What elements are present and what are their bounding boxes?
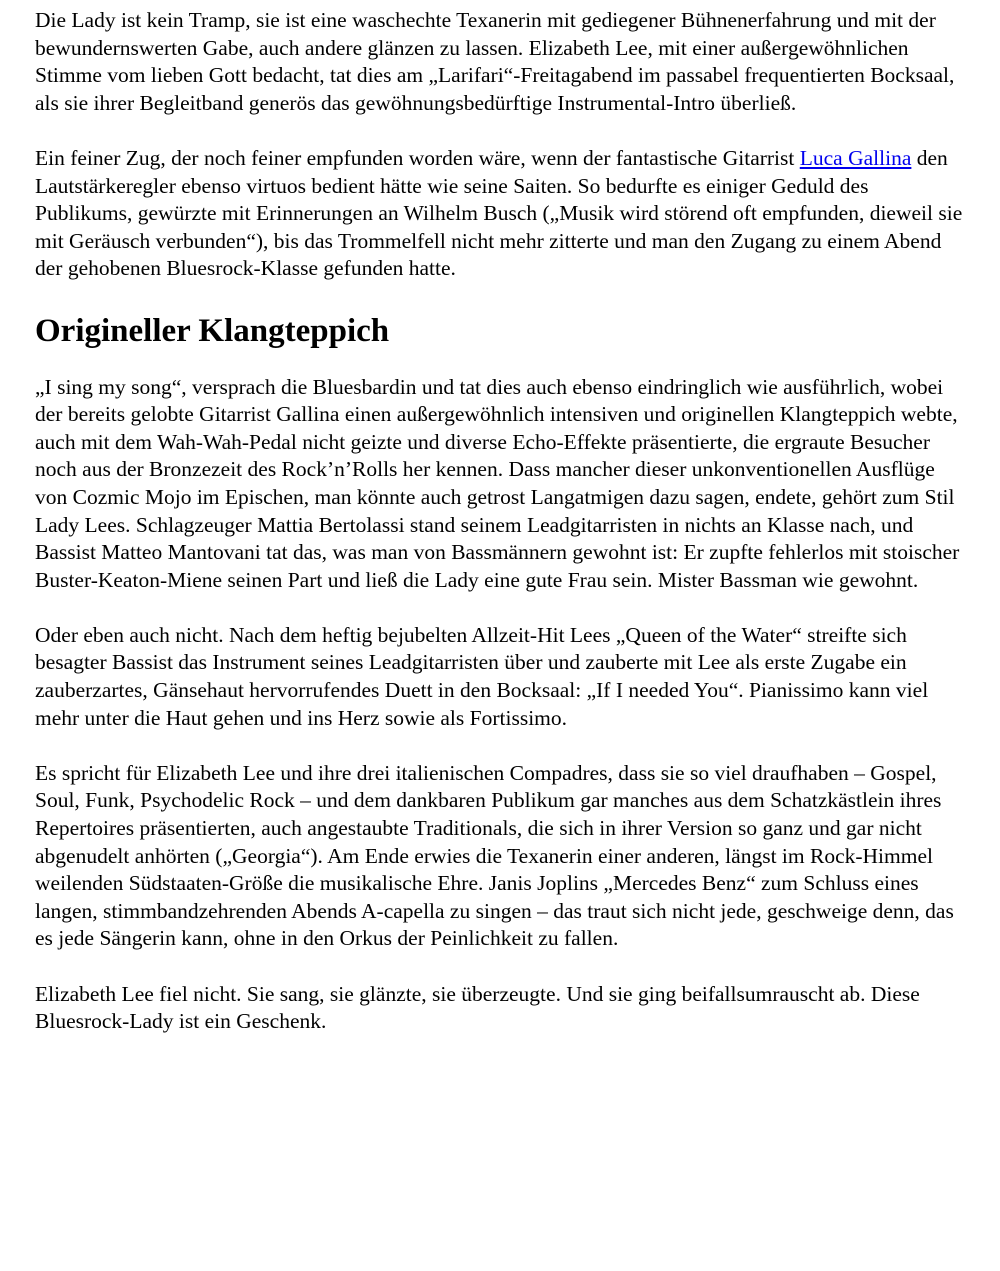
paragraph-guitarist — [35, 145, 970, 283]
paragraph-guitarist-text-after: den Lautstärkeregler ebenso virtuos bedient hätte wie seine Saiten. So bedurfte es einiger Geduld des Publikums, gewürzte mit Erinnerungen an Wilhelm Busch („Musik wird störend oft empfunden, dieweil sie mit Geräusch verbunden“), bis das Trommelfell nicht mehr zitterte und man den Zugang zu einem Abend der gehobenen Bluesrock-Klasse gefunden hatte. — [35, 145, 963, 281]
luca-gallina-link[interactable]: Luca Gallina — [799, 145, 912, 170]
paragraph-repertoire: Es spricht für Elizabeth Lee und ihre drei italienischen Compadres, dass sie so viel draufhaben – Gospel, Soul, Funk, Psychodelic Rock – und dem dankbaren Publikum gar manches aus dem Schatzkästlein ihres Repertoires präsentierten, auch angestaubte Traditionals, die sich in ihrer Version so ganz und gar nicht abgenudelt anhörten („Georgia“). Am Ende erwies die Texanerin einer anderen, längst im Rock-Himmel weilenden Südstaaten-Größe die musikalische Ehre. Janis Joplins „Mercedes Benz“ zum Schluss eines langen, stimmbandzehrenden Abends A-capella zu singen – das traut sich nicht jede, geschweige denn, das es jede Sängerin kann, ohne in den Orkus der Peinlichkeit zu fallen. — [35, 760, 954, 951]
paragraph-guitarist-text-before: Ein feiner Zug, der noch feiner empfunden worden wäre, wenn der fantastische Gitarrist — [35, 145, 800, 170]
paragraph-encore: Oder eben auch nicht. Nach dem heftig bejubelten Allzeit-Hit Lees „Queen of the Water“ streifte sich besagter Bassist das Instrument seines Leadgitarristen über und zauberte mit Lee als erste Zugabe ein zauberzartes, Gänsehaut hervorrufendes Duett in den Bocksaal: „If I needed You“. Pianissimo kann viel mehr unter die Haut gehen und ins Herz sowie als Fortissimo. — [35, 622, 929, 730]
paragraph-closing: Elizabeth Lee fiel nicht. Sie sang, sie glänzte, sie überzeugte. Und sie ging beifallsumrauscht ab. Diese Bluesrock-Lady ist ein Geschenk. — [35, 981, 920, 1034]
section-heading: Origineller Klangteppich — [35, 312, 390, 349]
paragraph-klangteppich: „I sing my song“, versprach die Bluesbardin und tat dies auch ebenso eindringlich wie ausführlich, wobei der bereits gelobte Gitarrist Gallina einen außergewöhnlich intensiven und originellen Klangteppich webte, auch mit dem Wah-Wah-Pedal nicht geizte und diverse Echo-Effekte präsentierte, die ergraute Besucher noch aus der Bronzezeit des Rock’n’Rolls her kennen. Dass mancher dieser unkonventionellen Ausflüge von Cozmic Mojo im Epischen, man könnte auch getrost Langatmigen dazu sagen, endete, gehört zum Stil Lady Lees. Schlagzeuger Mattia Bertolassi stand seinem Leadgitarristen in nichts an Klasse nach, und Bassist Matteo Mantovani tat das, was man von Bassmännern gewohnt ist: Er zupfte fehlerlos mit stoischer Buster-Keaton-Miene seinen Part und ließ die Lady eine gute Frau sein. Mister Bassman wie gewohnt. — [35, 374, 960, 592]
paragraph-intro: Die Lady ist kein Tramp, sie ist eine waschechte Texanerin mit gediegener Bühnenerfahrung und mit der bewundernswerten Gabe, auch andere glänzen zu lassen. Elizabeth Lee, mit einer außergewöhnlichen Stimme vom lieben Gott bedacht, tat dies am „Larifari“-Freitagabend im passabel frequentierten Bocksaal, als sie ihrer Begleitband generös das gewöhnungsbedürftige Instrumental-Intro überließ. — [35, 8, 955, 115]
